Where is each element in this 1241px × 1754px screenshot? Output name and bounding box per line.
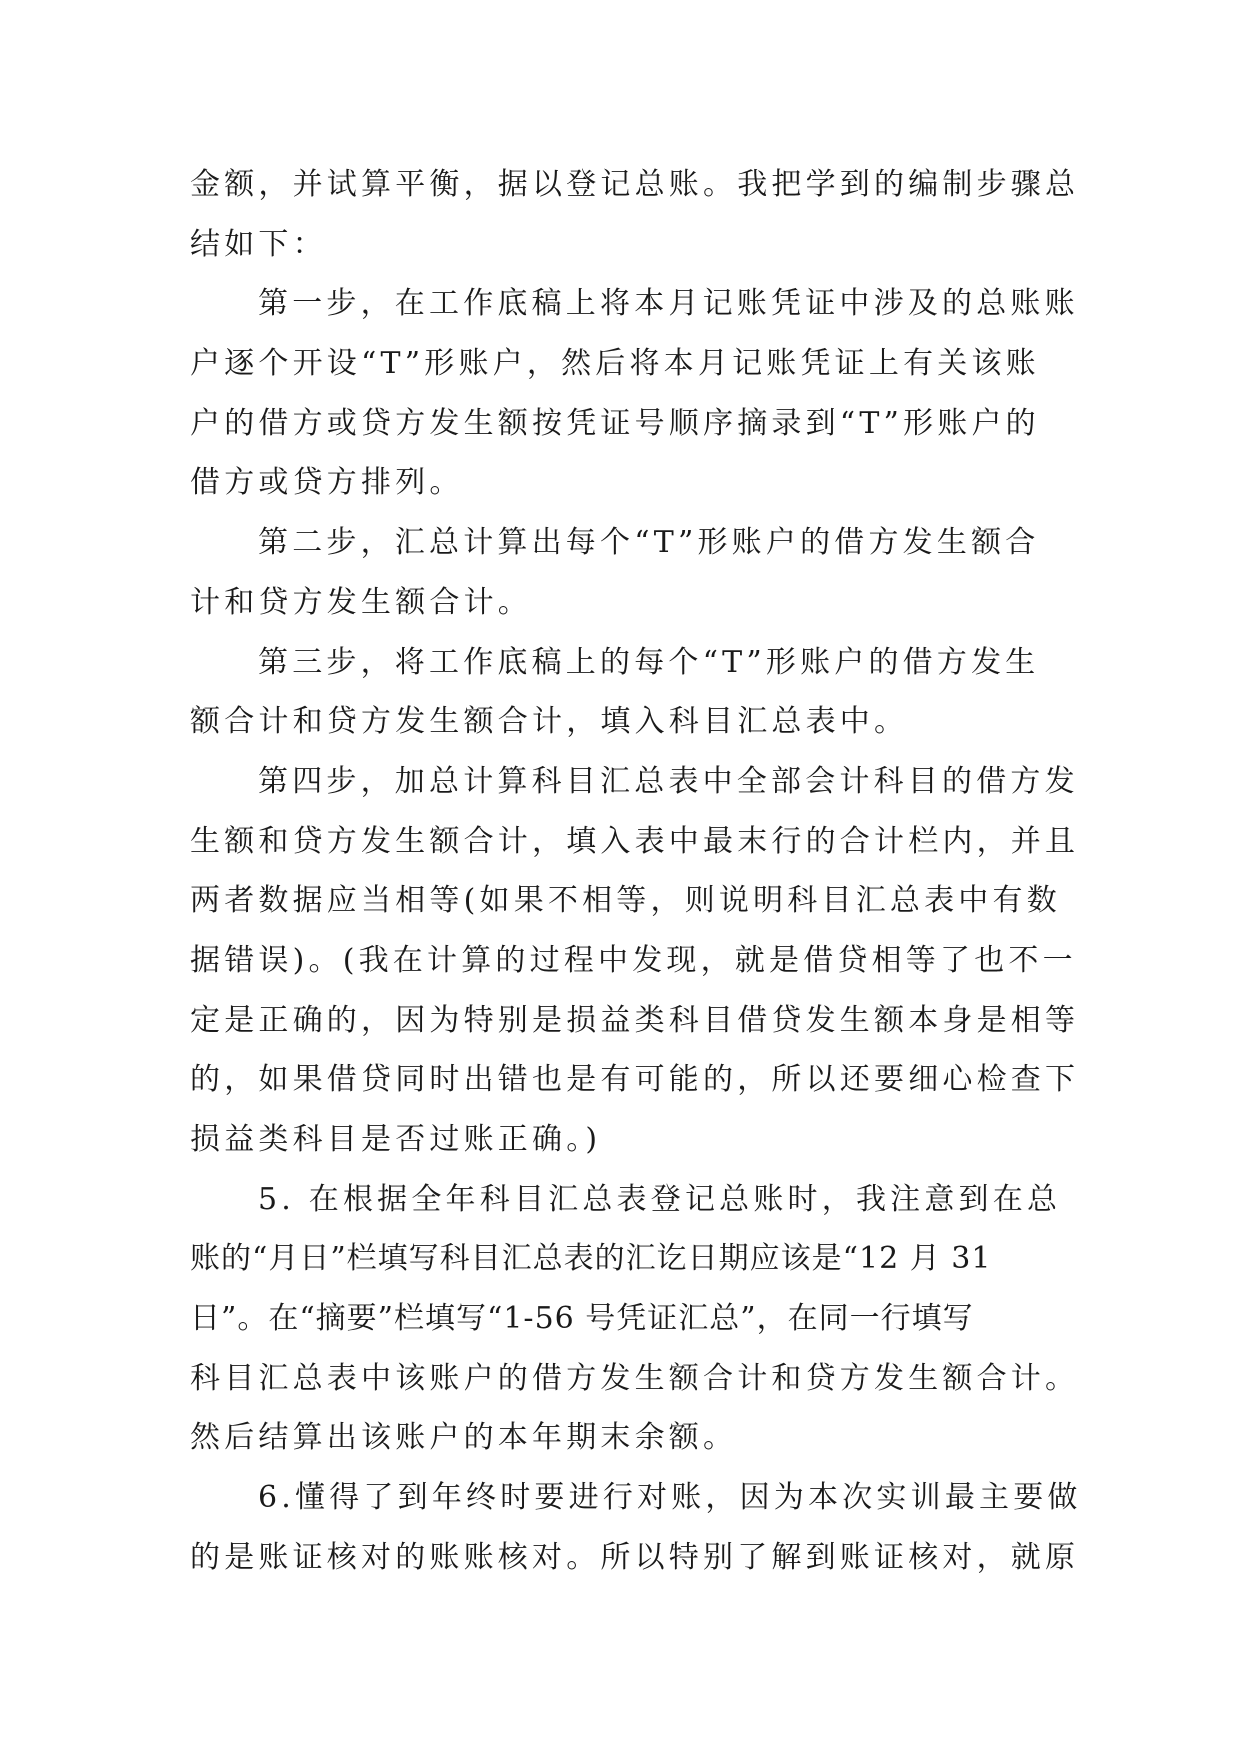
- item-5-paragraph-start: 5. 在根据全年科目汇总表登记总账时，我注意到在总: [258, 1181, 1062, 1217]
- text-line: 账的“月日”栏填写科目汇总表的汇讫日期应该是“12 月 31: [190, 1241, 992, 1277]
- text-line: 然后结算出该账户的本年期末余额。: [190, 1420, 738, 1456]
- text-line: 金额，并试算平衡，据以登记总账。我把学到的编制步骤总: [190, 167, 1080, 202]
- text-line: 结如下：: [190, 226, 327, 262]
- text-line: 据错误)。(我在计算的过程中发现，就是借贷相等了也不一: [190, 942, 1077, 978]
- text-line: 科目汇总表中该账户的借方发生额合计和贷方发生额合计。: [190, 1360, 1080, 1396]
- step-1-paragraph-start: 第一步，在工作底稿上将本月记账凭证中涉及的总账账: [258, 286, 1079, 322]
- step-2-paragraph-start: 第二步，汇总计算出每个“T”形账户的借方发生额合: [258, 525, 1040, 561]
- body-text: [190, 155, 1082, 1588]
- item-6-paragraph-start: 6.懂得了到年终时要进行对账，因为本次实训最主要做: [258, 1480, 1082, 1516]
- text-line: 的是账证核对的账账核对。所以特别了解到账证核对，就原: [190, 1539, 1080, 1575]
- text-line: 定是正确的，因为特别是损益类科目借贷发生额本身是相等: [190, 1002, 1080, 1038]
- text-line: 的，如果借贷同时出错也是有可能的，所以还要细心检查下: [190, 1062, 1080, 1098]
- text-line: 额合计和贷方发生额合计，填入科目汇总表中。: [190, 704, 909, 740]
- step-3-paragraph-start: 第三步，将工作底稿上的每个“T”形账户的借方发生: [258, 644, 1040, 680]
- text-line: 损益类科目是否过账正确。): [190, 1122, 602, 1157]
- text-line: 计和贷方发生额合计。: [190, 584, 532, 620]
- text-line: 日”。在“摘要”栏填写“1-56 号凭证汇总”，在同一行填写: [190, 1301, 974, 1337]
- text-line: 户的借方或贷方发生额按凭证号顺序摘录到“T”形账户的: [190, 405, 1040, 441]
- step-4-paragraph-start: 第四步，加总计算科目汇总表中全部会计科目的借方发: [258, 763, 1079, 799]
- text-line: 生额和贷方发生额合计，填入表中最末行的合计栏内，并且: [190, 823, 1080, 859]
- text-line: 两者数据应当相等(如果不相等，则说明科目汇总表中有数: [190, 883, 1061, 919]
- text-line: 户逐个开设“T”形账户，然后将本月记账凭证上有关该账: [190, 346, 1040, 382]
- text-line: 借方或贷方排列。: [190, 465, 464, 501]
